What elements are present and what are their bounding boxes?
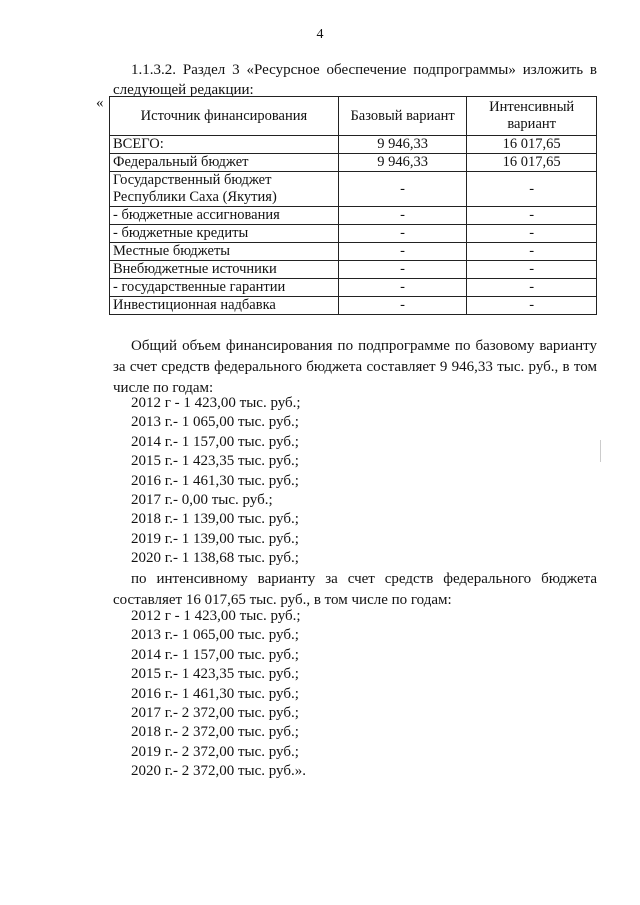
row-source: Местные бюджеты (110, 243, 339, 261)
row-base: - (338, 279, 466, 297)
list-item: 2016 г.- 1 461,30 тыс. руб.; (131, 685, 299, 702)
list-item: 2016 г.- 1 461,30 тыс. руб.; (131, 472, 299, 489)
row-source: - бюджетные ассигнования (110, 207, 339, 225)
list-item: 2015 г.- 1 423,35 тыс. руб.; (131, 666, 299, 683)
row-intensive: - (467, 207, 597, 225)
row-intensive: - (467, 297, 597, 315)
table-row (110, 136, 597, 154)
paragraph-intensive-variant: по интенсивному варианту за счет средств федерального бюджета составляет 16 017,65 тыс. руб., в том числе по годам: (113, 571, 597, 608)
row-base: 9 946,33 (338, 136, 466, 154)
page-number: 4 (316, 27, 324, 42)
row-base: - (338, 243, 466, 261)
list-item: 2018 г.- 1 139,00 тыс. руб.; (131, 511, 299, 528)
row-source: Внебюджетные источники (110, 261, 339, 279)
list-item: 2013 г.- 1 065,00 тыс. руб.; (131, 414, 299, 431)
row-source: Инвестиционная надбавка (110, 297, 339, 315)
row-intensive: - (467, 261, 597, 279)
header-source: Источник финансирования (110, 97, 339, 136)
row-intensive: - (467, 225, 597, 243)
table-row (110, 172, 597, 207)
row-intensive: 16 017,65 (467, 136, 597, 154)
row-source: Федеральный бюджет (110, 154, 339, 172)
list-item: 2012 г - 1 423,00 тыс. руб.; (131, 395, 301, 411)
table-row (110, 279, 597, 297)
row-base: - (338, 297, 466, 315)
list-item: 2019 г.- 1 139,00 тыс. руб.; (131, 530, 299, 547)
row-source: Государственный бюджет Республики Саха (Якутия) (110, 172, 339, 207)
financing-table (109, 96, 597, 315)
scan-margin-mark (600, 440, 601, 462)
list-item: 2019 г.- 2 372,00 тыс. руб.; (131, 743, 299, 760)
row-base: - (338, 207, 466, 225)
list-item: 2020 г.- 2 372,00 тыс. руб.». (131, 763, 306, 780)
paragraph-base-variant: Общий объем финансирования по подпрограмме по базовому варианту за счет средств федерального бюджета составляет 9 946,33 тыс. руб., в том числе по годам: (113, 338, 597, 396)
list-item: 2017 г.- 0,00 тыс. руб.; (131, 492, 273, 509)
list-item: 2015 г.- 1 423,35 тыс. руб.; (131, 453, 299, 470)
row-base: - (338, 261, 466, 279)
table-row (110, 225, 597, 243)
row-source: - государственные гарантии (110, 279, 339, 297)
row-source: - бюджетные кредиты (110, 225, 339, 243)
row-base: 9 946,33 (338, 154, 466, 172)
list-item: 2012 г - 1 423,00 тыс. руб.; (131, 608, 301, 624)
list-item: 2014 г.- 1 157,00 тыс. руб.; (131, 433, 299, 450)
header-base: Базовый вариант (338, 97, 466, 136)
intro-paragraph: 1.1.3.2. Раздел 3 «Ресурсное обеспечение подпрограммы» изложить в следующей редакции: (113, 62, 597, 98)
row-intensive: - (467, 243, 597, 261)
table-row (110, 243, 597, 261)
table-row (110, 297, 597, 315)
row-intensive: - (467, 172, 597, 207)
table-header-row (110, 97, 597, 136)
row-base: - (338, 172, 466, 207)
opening-quote-mark: « (96, 95, 104, 111)
list-item: 2018 г.- 2 372,00 тыс. руб.; (131, 724, 299, 741)
row-intensive: 16 017,65 (467, 154, 597, 172)
list-item: 2017 г.- 2 372,00 тыс. руб.; (131, 705, 299, 722)
table-row (110, 207, 597, 225)
list-item: 2014 г.- 1 157,00 тыс. руб.; (131, 646, 299, 663)
years-intensive-list (131, 607, 306, 782)
table-row (110, 261, 597, 279)
row-base: - (338, 225, 466, 243)
list-item: 2020 г.- 1 138,68 тыс. руб.; (131, 550, 299, 567)
header-intensive: Интенсивный вариант (467, 97, 597, 136)
row-source: ВСЕГО: (110, 136, 339, 154)
list-item: 2013 г.- 1 065,00 тыс. руб.; (131, 627, 299, 644)
row-intensive: - (467, 279, 597, 297)
table-row (110, 154, 597, 172)
years-base-list (131, 394, 301, 569)
